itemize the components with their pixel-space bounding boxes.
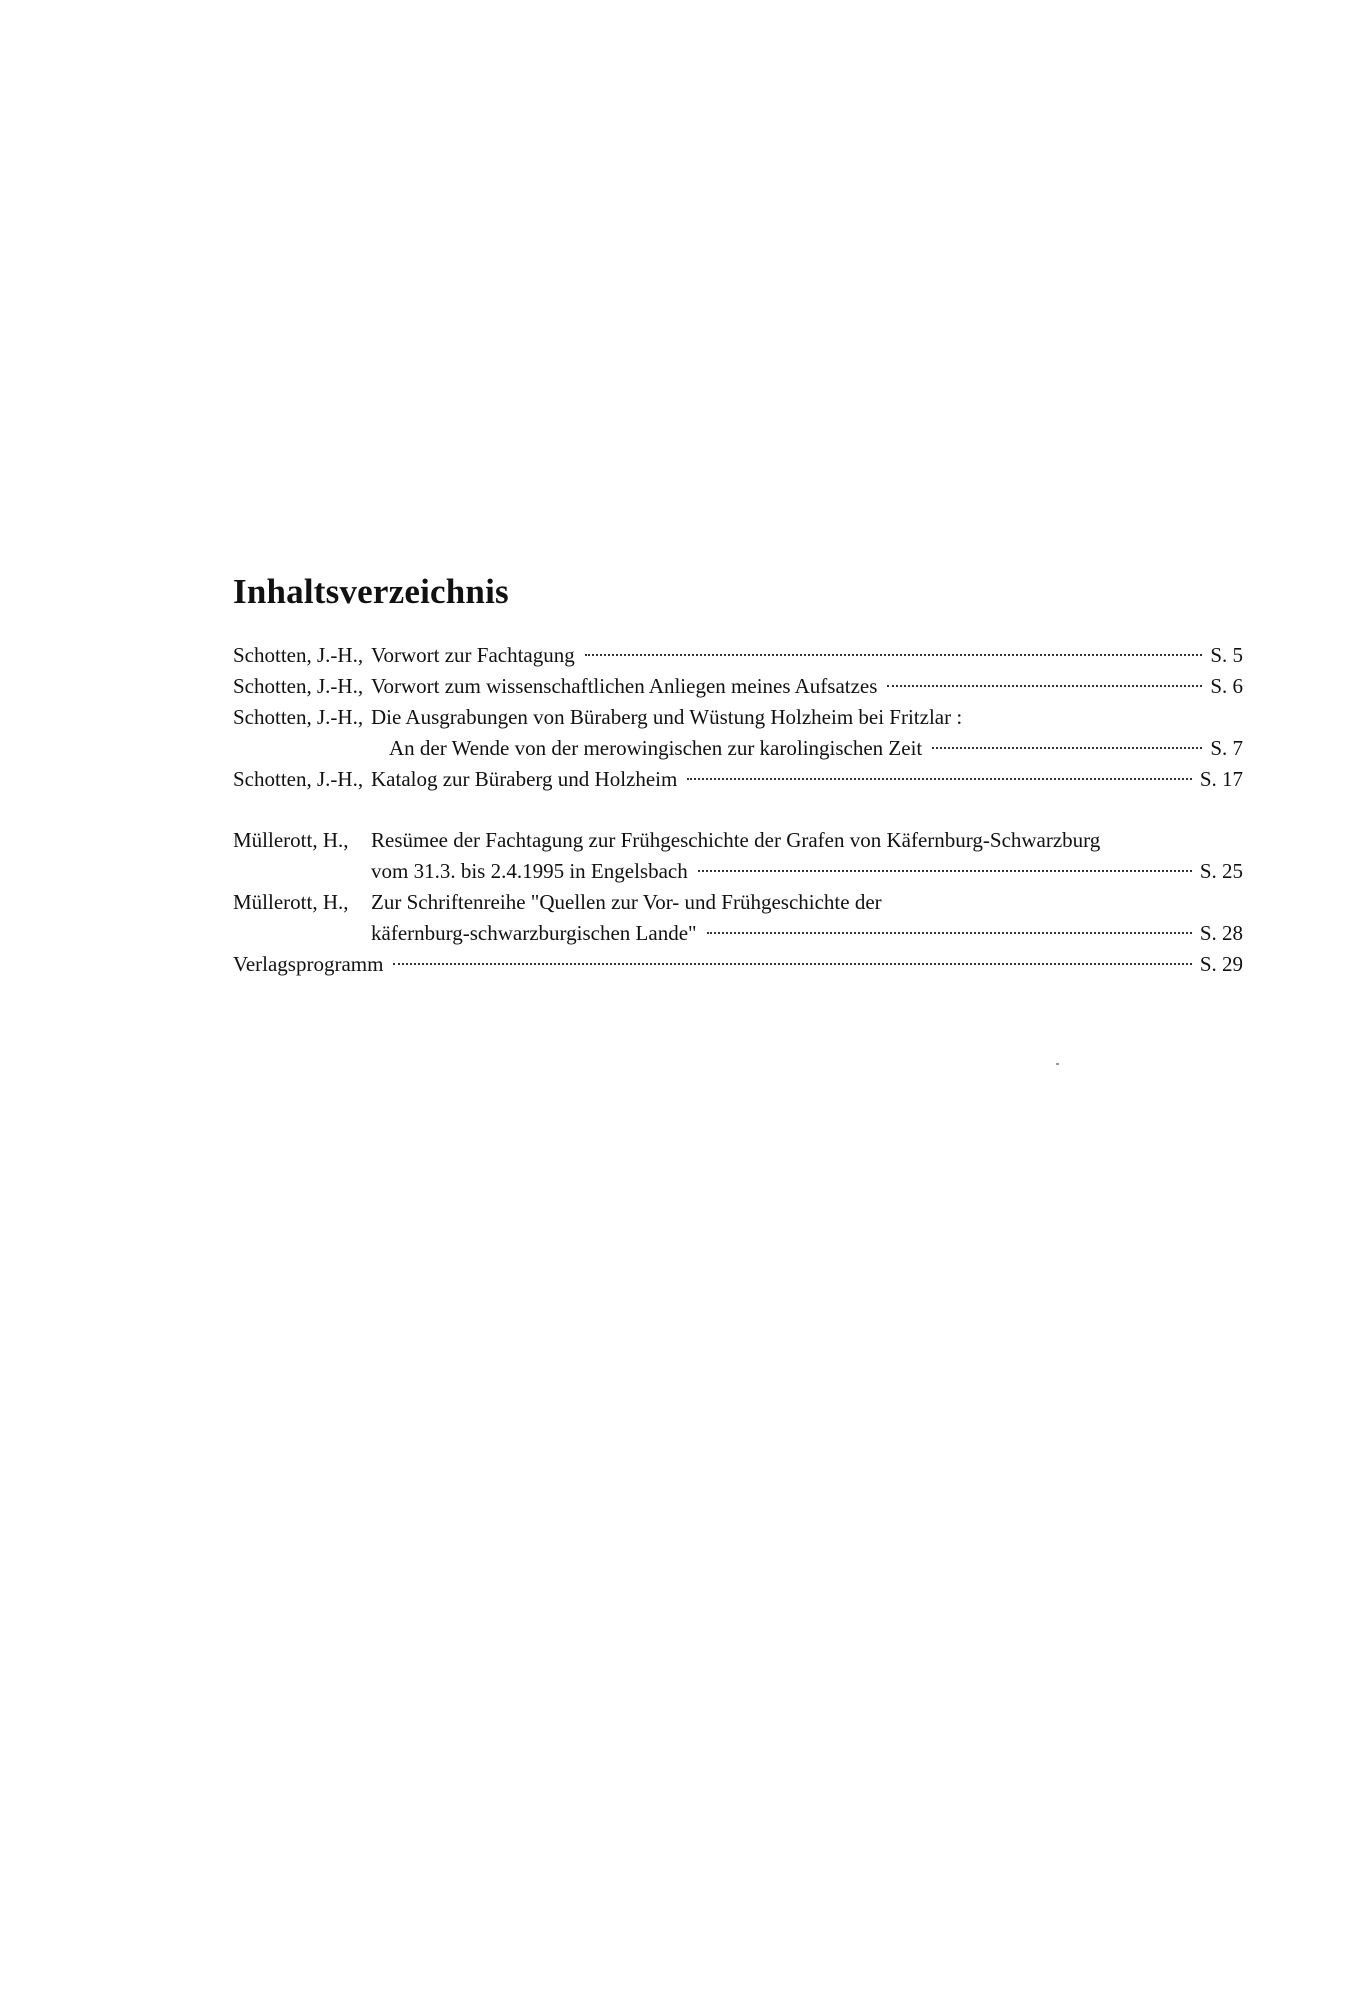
toc-author: Schotten, J.-H.,	[233, 643, 364, 667]
toc-entry	[233, 887, 1243, 918]
toc-title: Vorwort zum wissenschaftlichen Anliegen meines Aufsatzes	[371, 674, 878, 698]
dot-leader	[393, 963, 1191, 965]
toc-title: Verlagsprogramm	[233, 952, 384, 976]
dot-leader	[707, 932, 1192, 934]
toc-author: Schotten, J.-H.,	[233, 767, 364, 791]
toc-entry-continuation	[233, 918, 1243, 949]
toc-entry	[233, 702, 1243, 733]
toc-author: Müllerott, H.,	[233, 828, 349, 852]
toc-page: S. 28	[1199, 921, 1243, 945]
toc-page: S. 5	[1210, 643, 1243, 667]
toc-entry	[233, 825, 1243, 856]
table-of-contents	[233, 640, 1243, 980]
toc-author: Schotten, J.-H.,	[233, 705, 364, 729]
toc-title: Resümee der Fachtagung zur Frühgeschichte der Grafen von Käfernburg-Schwarzburg	[371, 828, 1101, 852]
toc-title-line-2: An der Wende von der merowingischen zur karolingischen Zeit	[389, 736, 923, 760]
toc-entry	[233, 764, 1243, 795]
toc-entry-continuation	[233, 733, 1243, 764]
dot-leader	[932, 747, 1202, 749]
toc-title: Zur Schriftenreihe "Quellen zur Vor- und Frühgeschichte der	[371, 890, 882, 914]
dot-leader	[698, 870, 1192, 872]
toc-page: S. 17	[1199, 767, 1243, 791]
toc-entry	[233, 640, 1243, 671]
toc-author: Müllerott, H.,	[233, 890, 349, 914]
scan-speck	[1056, 1063, 1059, 1065]
toc-page: S. 25	[1199, 859, 1243, 883]
dot-leader	[687, 778, 1191, 780]
toc-title: Die Ausgrabungen von Büraberg und Wüstung Holzheim bei Fritzlar :	[371, 705, 963, 729]
toc-page: S. 6	[1210, 674, 1243, 698]
toc-page: S. 29	[1199, 952, 1243, 976]
toc-entry-continuation	[233, 856, 1243, 887]
toc-title-line-2: vom 31.3. bis 2.4.1995 in Engelsbach	[371, 859, 688, 883]
toc-page: S. 7	[1210, 736, 1243, 760]
toc-title-line-2: käfernburg-schwarzburgischen Lande"	[371, 921, 697, 945]
dot-leader	[585, 654, 1203, 656]
page-title: Inhaltsverzeichnis	[233, 572, 509, 611]
dot-leader	[887, 685, 1202, 687]
toc-entry	[233, 949, 1243, 980]
toc-entry	[233, 671, 1243, 702]
toc-title: Katalog zur Büraberg und Holzheim	[371, 767, 678, 791]
toc-title: Vorwort zur Fachtagung	[371, 643, 575, 667]
toc-author: Schotten, J.-H.,	[233, 674, 364, 698]
